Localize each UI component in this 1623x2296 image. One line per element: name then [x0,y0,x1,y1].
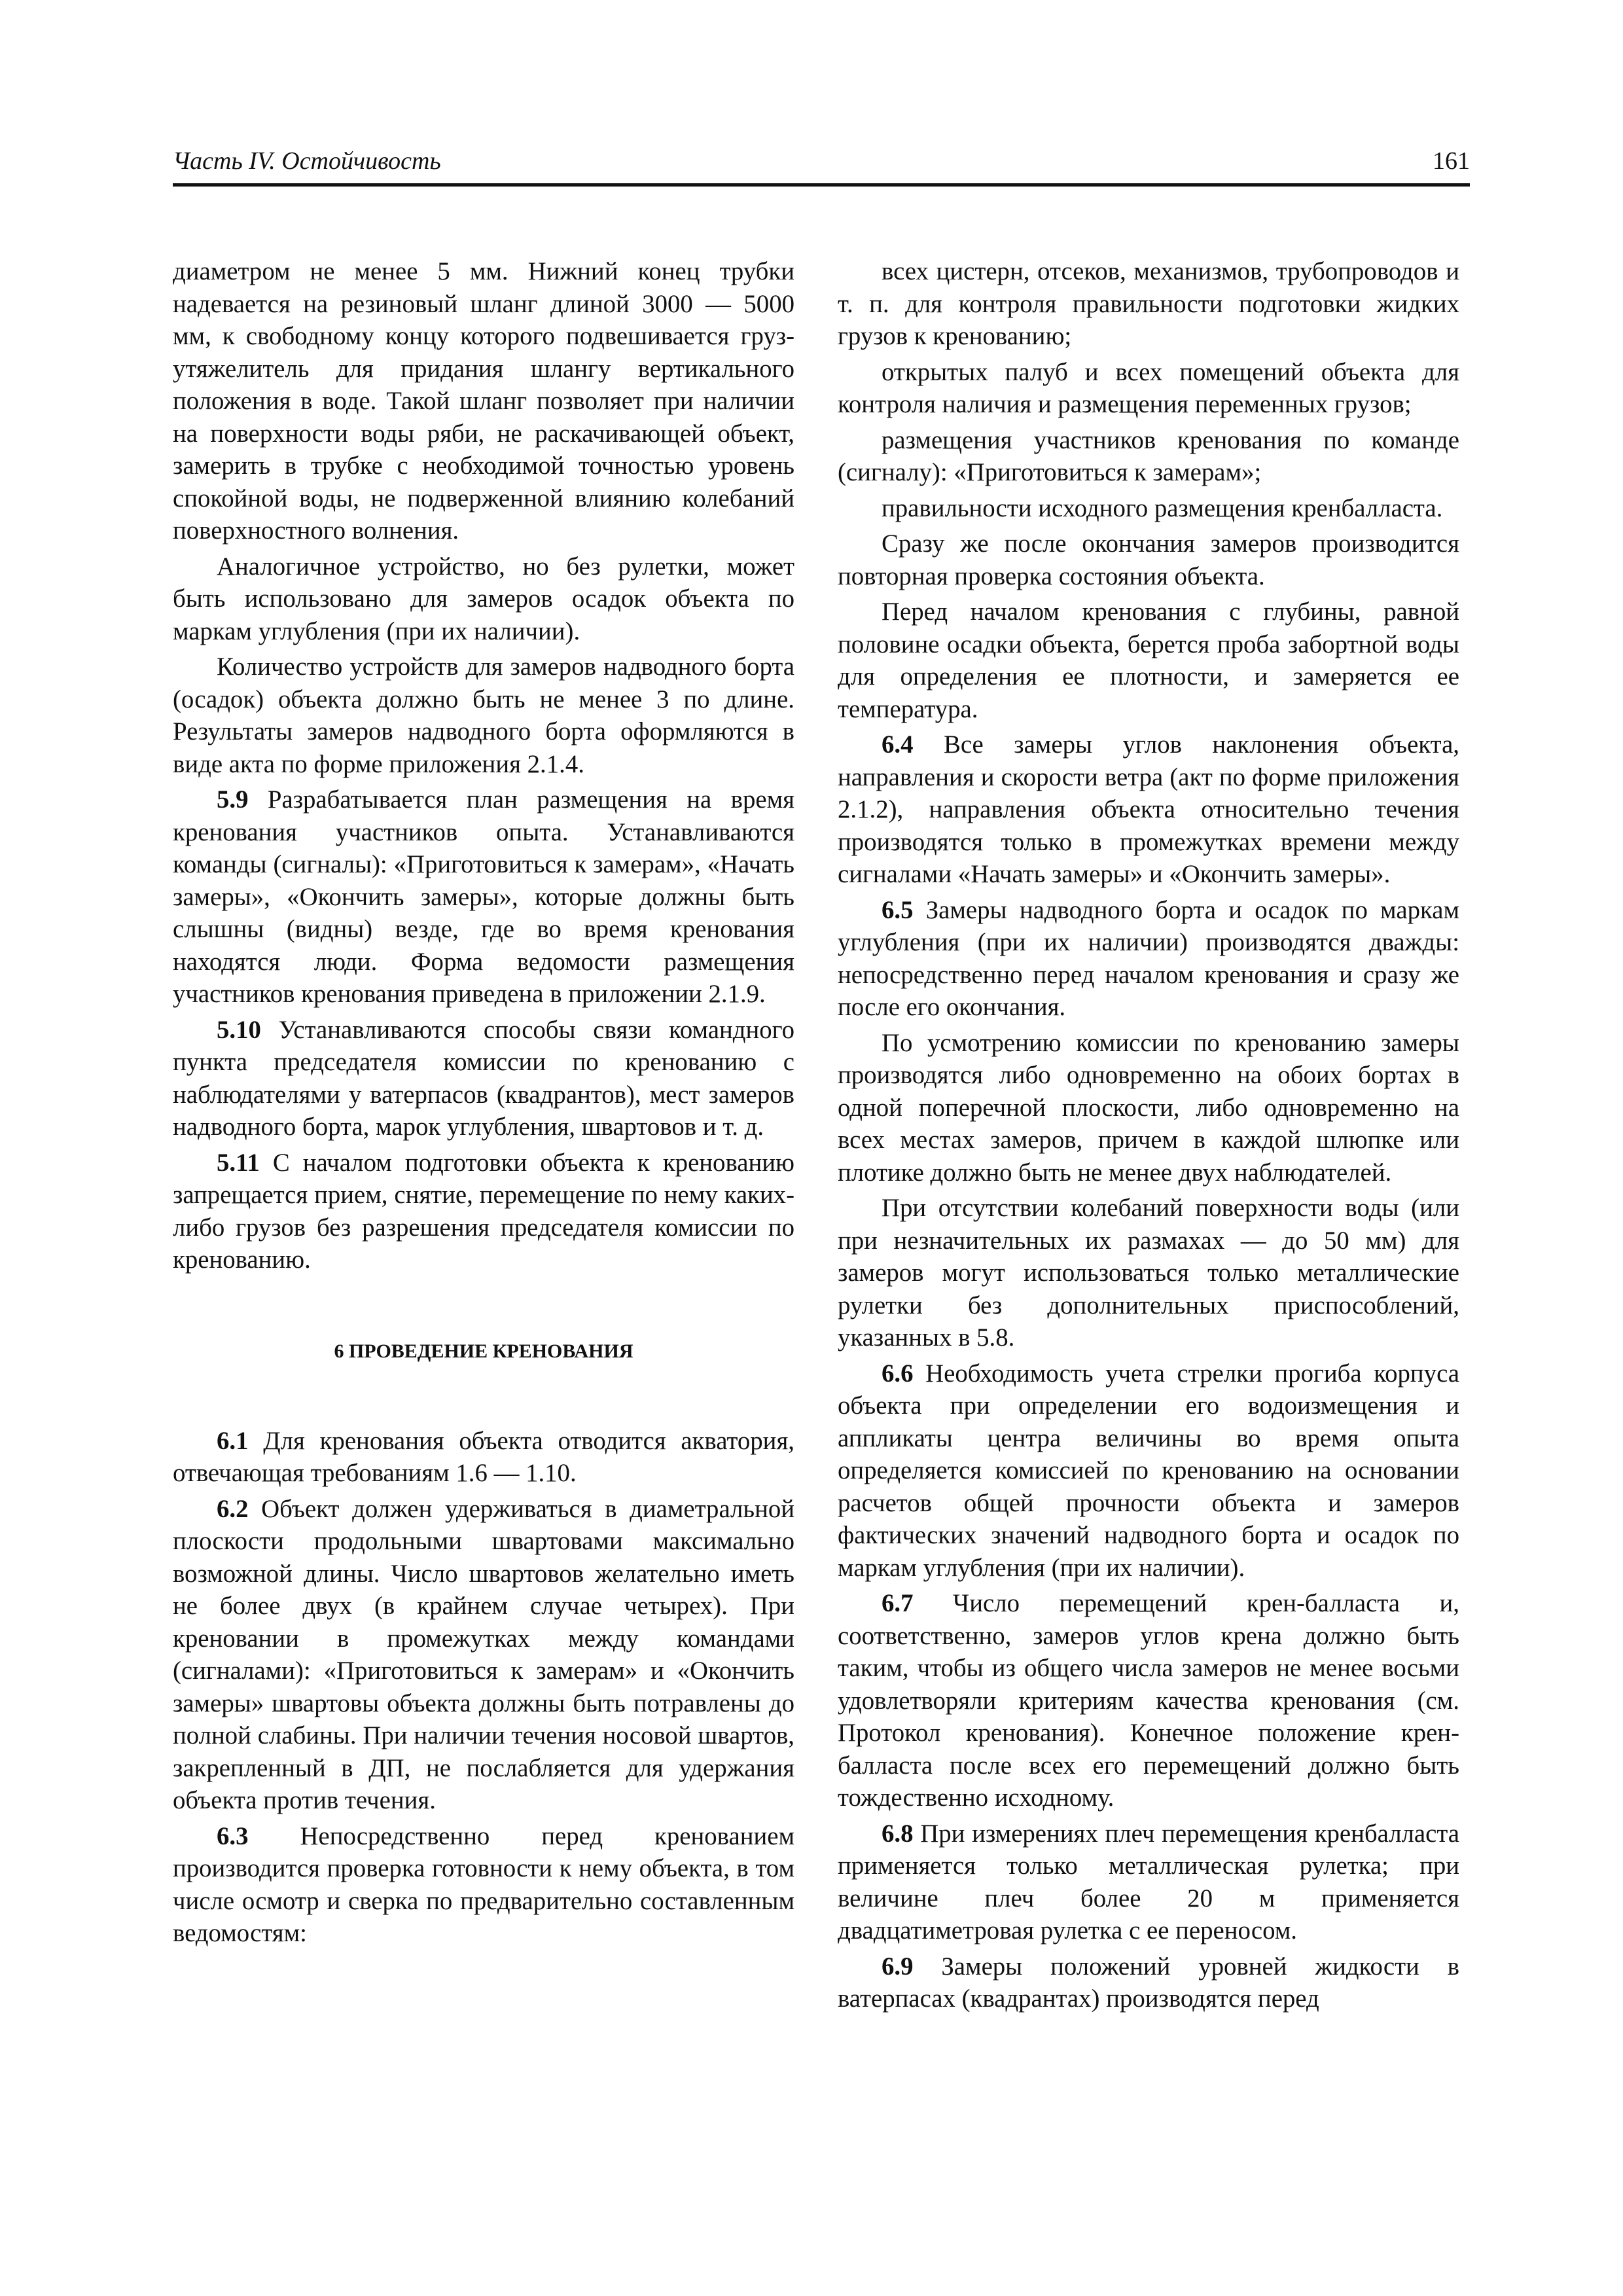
clause-number: 6.3 [217,1821,249,1850]
paragraph-5-10 [173,1014,794,1143]
clause-text: С началом подготовки объекта к кренованию запрещается прием, снятие, перемещение по нему каких-либо грузов без разрешения председателя комиссии по кренованию. [173,1148,794,1274]
clause-text: Замеры положений уровней жидкости в ватерпасах (квадрантах) производятся перед [838,1952,1459,2013]
clause-number: 5.9 [217,785,249,814]
list-item-decks: открытых палуб и всех помещений объекта для контроля наличия и размещения переменных грузов; [838,357,1459,418]
clause-text: Число перемещений крен-балласта и, соответственно, замеров углов крена должно быть таким, чтобы из общего числа замеров не менее восьми удовлетворяли критериям качества кренования (см. Протокол кренования). Конечное положение крен-балласта после всех его перемещений должно быть тождественно исходному. [838,1589,1459,1812]
list-item-placement: размещения участников кренования по команде (сигналу): «Приготовиться к замерам»; [838,425,1459,486]
paragraph-6-4 [838,728,1459,891]
page-number: 161 [1433,147,1470,175]
clause-text: При измерениях плеч перемещения кренбалласта применяется только металлическая рулетка; при величине плеч более 20 м применяется двадцатиметровая рулетка с ее переносом. [838,1819,1459,1945]
clause-text: Разрабатывается план размещения на время кренования участников опыта. Устанавливаются команды (сигналы): «Приготовиться к замерам», «Начать замеры», «Окончить замеры», которые должны быть слышны (видны) везде, где во время кренования находятся люди. Форма ведомости размещения участников кренования приведена в приложении 2.1.9. [173,785,794,1008]
clause-number: 6.9 [882,1952,914,1981]
list-item-ballast: правильности исходного размещения кренбалласта. [882,493,1443,522]
clause-number: 6.2 [217,1494,249,1523]
running-header [173,141,1470,187]
paragraph-6-6 [838,1357,1459,1585]
paragraph-commission: По усмотрению комиссии по кренованию замеры производятся либо одновременно на обоих бортах в одной поперечной плоскости, либо одновременно на всех местах замеров, причем в каждой шлюпке или плотике должно быть не менее двух наблюдателей. [838,1028,1459,1187]
clause-number: 6.8 [882,1819,914,1848]
clause-text: Устанавливаются способы связи командного пункта председателя комиссии по кренованию с наблюдателями у ватерпасов (квадрантов), мест замеров надводного борта, марок углубления, швартовов и т. д. [173,1015,794,1141]
left-column [173,255,794,1953]
paragraph-6-1 [173,1425,794,1490]
clause-text: Объект должен удерживаться в диаметральной плоскости продольными швартовами максимально возможной длины. Число швартовов желательно иметь не более двух (в крайнем случае четырех). При креновании в промежутках между командами (сигналами): «Приготовиться к замерам» и «Окончить замеры» швартовы объекта должны быть потравлены до полной слабины. При наличии течения носовой швартов, закрепленный в ДП, не послабляется для удержания объекта против течения. [173,1494,794,1814]
paragraph-6-9 [838,1950,1459,2015]
clause-text: Замеры надводного борта и осадок по маркам углубления (при их наличии) производятся дважды: непосредственно перед началом кренования и сразу же после его окончания. [838,895,1459,1021]
clause-number: 5.11 [217,1148,260,1177]
section-heading: 6 ПРОВЕДЕНИЕ КРЕНОВАНИЯ [334,1340,633,1362]
paragraph-6-3 [173,1820,794,1950]
paragraph-6-2 [173,1493,794,1817]
clause-number: 5.10 [217,1015,261,1044]
clause-number: 6.7 [882,1589,914,1617]
clause-number: 6.1 [217,1426,249,1455]
paragraph-6-7 [838,1587,1459,1814]
paragraph-after-measurements: Сразу же после окончания замеров производится повторная проверка состояния объекта. [838,529,1459,590]
clause-number: 6.6 [882,1359,914,1388]
clause-text: Необходимость учета стрелки прогиба корпуса объекта при определении его водоизмещения и аппликаты центра величины во время опыта определяется комиссией по кренованию на основании расчетов общей прочности объекта и замеров фактических значений надводного борта и осадок по маркам углубления (при их наличии). [838,1359,1459,1582]
clause-number: 6.4 [882,730,914,759]
paragraph-device-count: Количество устройств для замеров надводного борта (осадок) объекта должно быть не менее 3 по длине. Результаты замеров надводного борта оформляются в виде акта по форме приложения 2.1.4. [173,653,794,778]
header-title: Часть IV. Остойчивость [173,147,441,175]
paragraph-5-9 [173,783,794,1011]
clause-number: 6.5 [882,895,914,924]
paragraph-6-5 [838,894,1459,1024]
paragraph-similar-device: Аналогичное устройство, но без рулетки, может быть использовано для замеров осадок объекта по маркам углубления (при их наличии). [173,552,794,645]
paragraph-calm-water: При отсутствии колебаний поверхности воды (или при незначительных их размахах — до 50 мм) для замеров могут использоваться только металлические рулетки без дополнительных приспособлений, указанных в 5.8. [838,1194,1459,1352]
clause-text: Все замеры углов наклонения объекта, направления и скорости ветра (акт по форме приложения 2.1.2), направления объекта относительно течения производятся только в промежутках времени между сигналами «Начать замеры» и «Окончить замеры». [838,730,1459,888]
paragraph-5-11 [173,1147,794,1276]
list-item-tanks: всех цистерн, отсеков, механизмов, трубопроводов и т. п. для контроля правильности подготовки жидких грузов к кренованию; [838,257,1459,350]
clause-text: Для кренования объекта отводится акватория, отвечающая требованиям 1.6 — 1.10. [173,1426,794,1487]
clause-text: Непосредственно перед кренованием производится проверка готовности к нему объекта, в том числе осмотр и сверка по предварительно составленным ведомостям: [173,1821,794,1947]
paragraph-continued: диаметром не менее 5 мм. Нижний конец трубки надевается на резиновый шланг длиной 3000 — 5000 мм, к свободному концу которого подвешивается груз-утяжелитель для придания шлангу вертикального положения в воде. Такой шланг позволяет при наличии на поверхности воды ряби, не раскачивающей объект, замерить в трубке с необходимой точностью уровень спокойной воды, не подверженной влиянию колебаний поверхностного волнения. [173,257,794,545]
paragraph-6-8 [838,1818,1459,1947]
paragraph-water-sample: Перед началом кренования с глубины, равной половине осадки объекта, берется проба забортной воды для определения ее плотности, и замеряется ее температура. [838,598,1459,723]
right-column [838,255,1459,2018]
